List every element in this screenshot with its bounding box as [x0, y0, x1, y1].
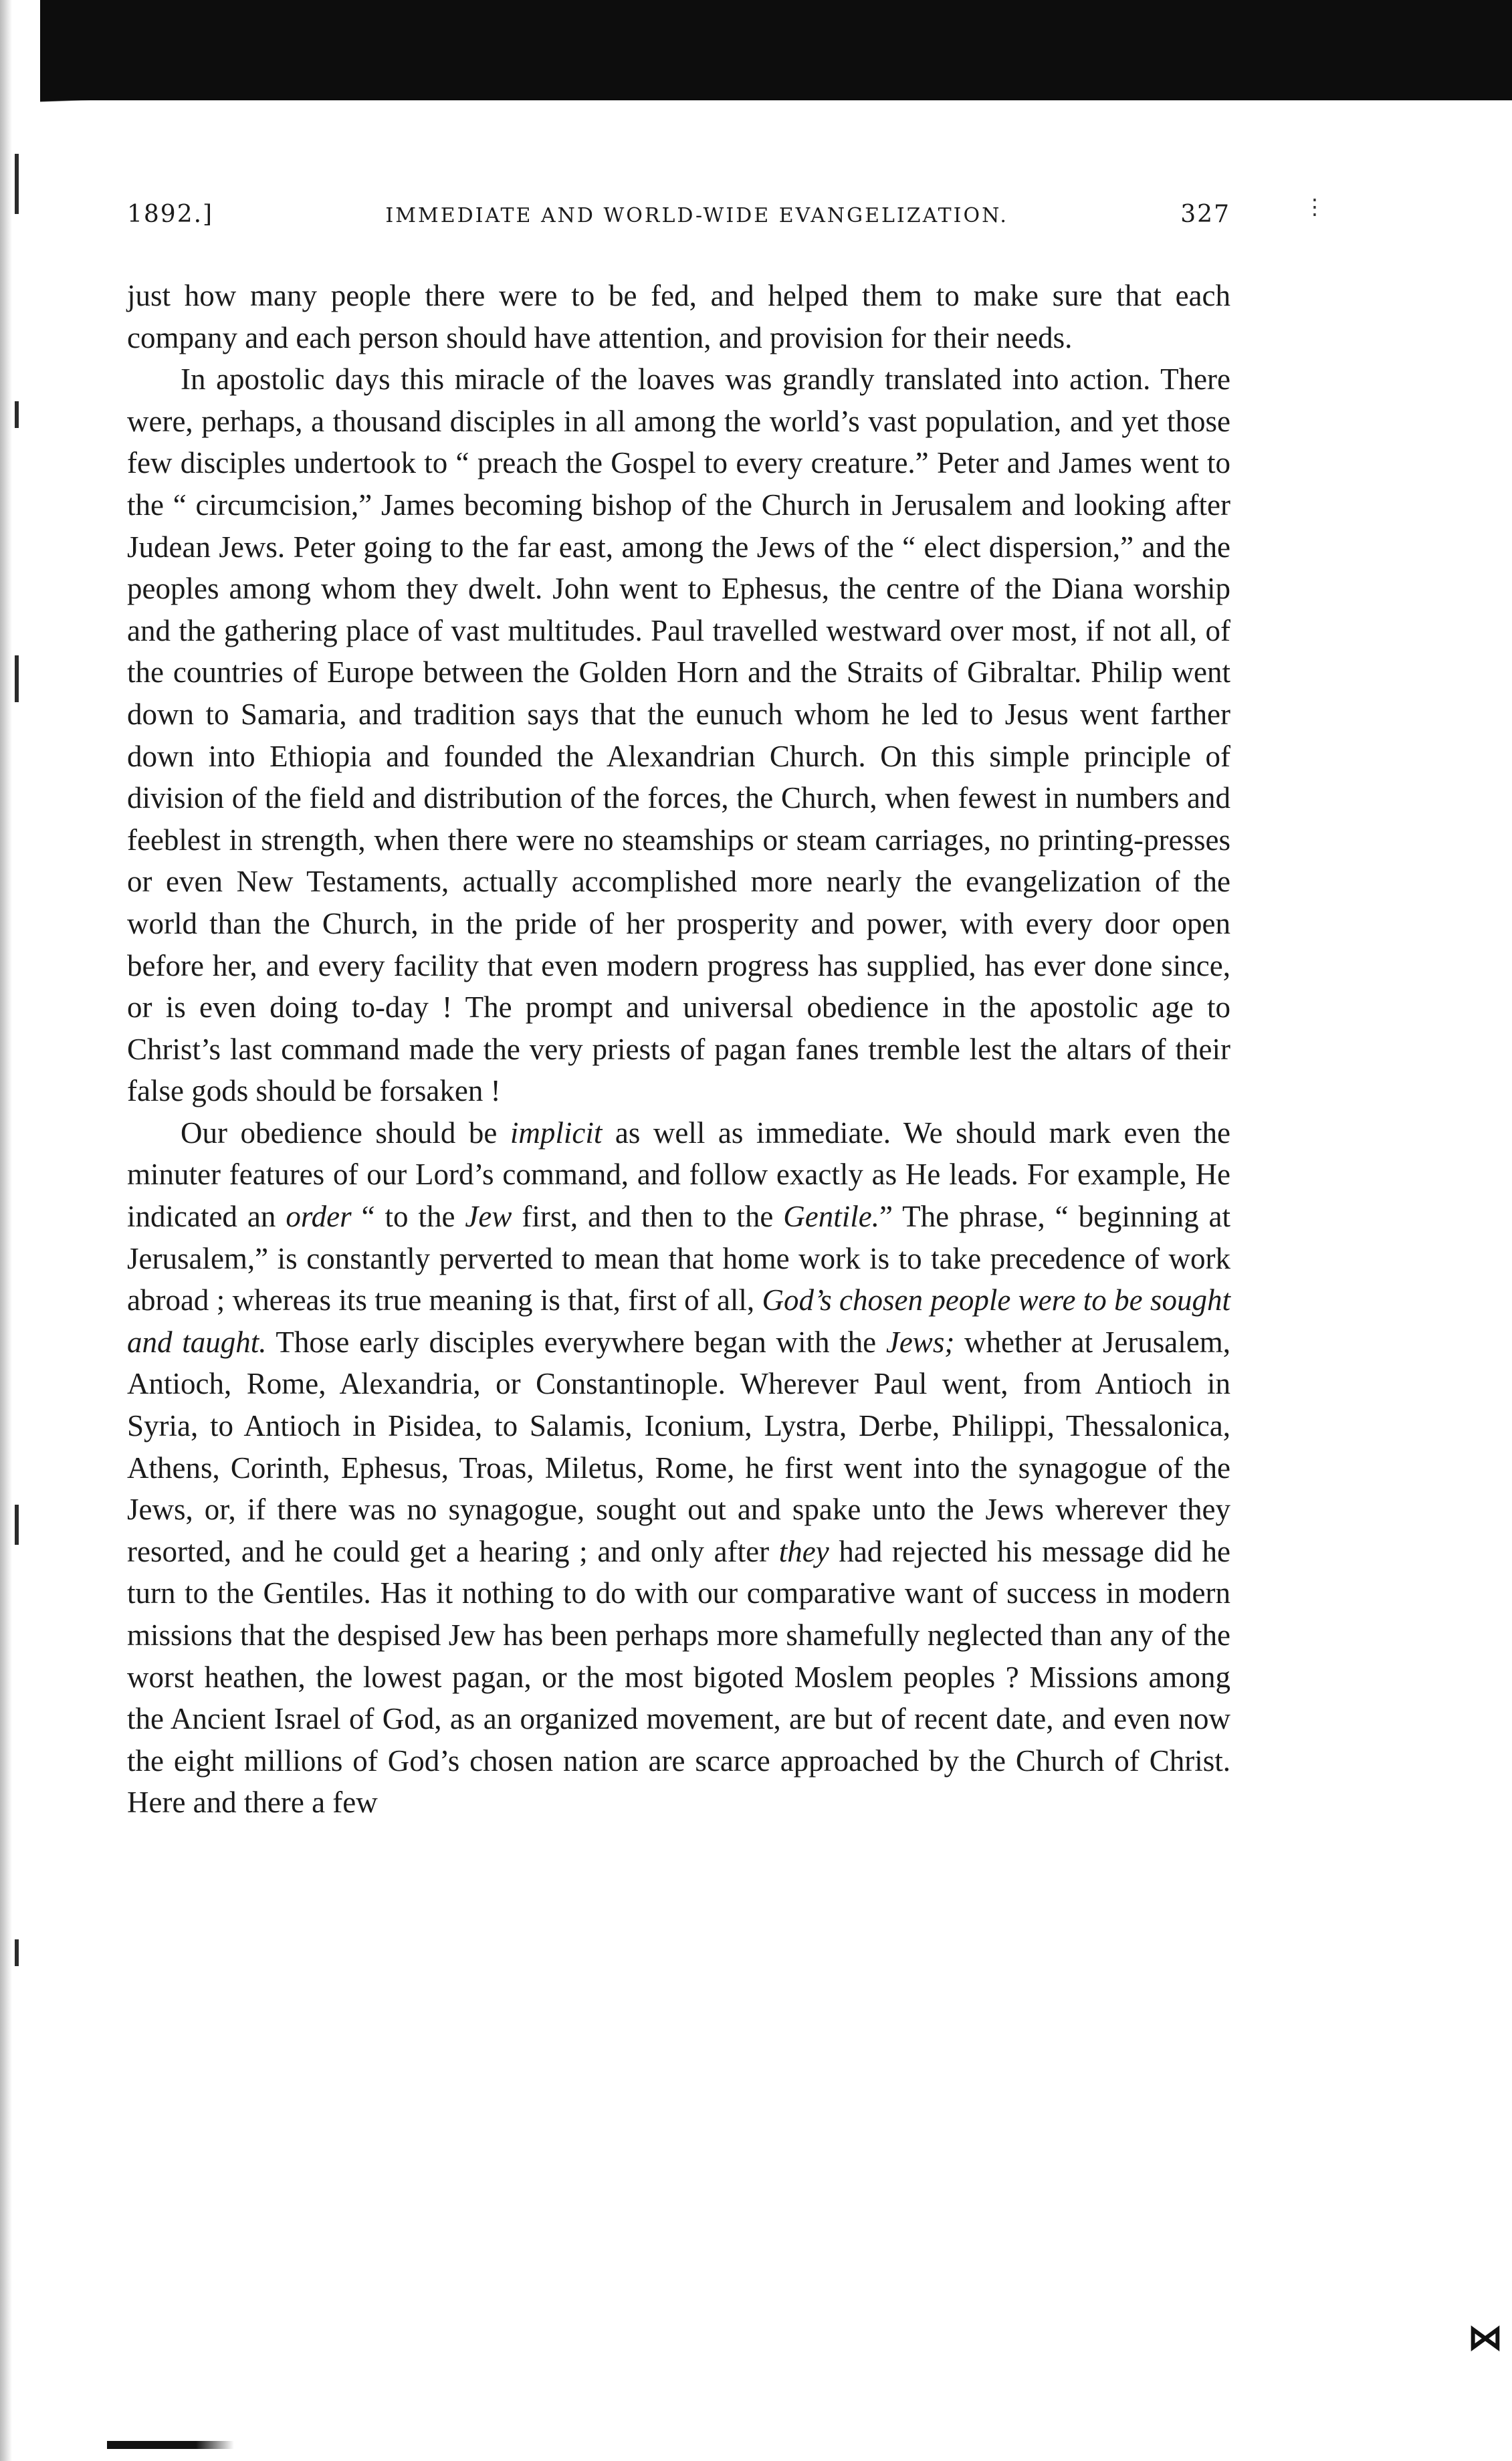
header-page-number: 327 — [1180, 201, 1230, 228]
scan-top-border-edge — [40, 67, 1512, 114]
paragraph — [127, 275, 1230, 358]
gutter-mark — [15, 655, 19, 702]
paragraph — [127, 358, 1230, 1112]
text-run: ” The phrase, “ beginning at Jerusalem,” is constantly perverted to mean that home work is to take precedence of work abroad ; whereas its true meaning is that, first of all, — [127, 1200, 1230, 1317]
gutter-mark — [15, 154, 19, 214]
running-head — [127, 201, 1230, 228]
body-text — [127, 275, 1230, 1824]
text-run: whether at Jerusalem, Antioch, Rome, Alexandria, or Constantinople. Wherever Paul went, from Antioch in Syria, to Antioch in Pisidea, to Salamis, Iconium, Lystra, Derbe, Philippi, Thessalonica, Athens, Corinth, Ephesus, Troas, Miletus, Rome, he first went into the synagogue of the Jews, or, if there was no synagogue, sought out and spake unto the Jews wherever they resorted, and he could get a hearing ; and only after — [127, 1325, 1230, 1568]
gutter-mark — [15, 1939, 19, 1966]
header-title: IMMEDIATE AND WORLD-WIDE EVANGELIZATION. — [385, 204, 1008, 227]
italic-run: God’s chosen people were to be sought and taught. — [127, 1283, 1230, 1359]
text-run: “ to the — [351, 1200, 465, 1234]
italic-run: implicit — [510, 1115, 603, 1150]
gutter-mark — [15, 401, 19, 428]
text-run: Those early disciples everywhere began with the — [266, 1325, 886, 1359]
text-run: In apostolic days this miracle of the loaves was grandly translated into action. There were, perhaps, a thousand disciples in all among the world’s vast population, and yet those few disciples undertook to “ preach the Gospel to every creature.” Peter and James went to the “ circumcision,” James becoming bishop of the Church in Jerusalem and looking after Judean Jews. Peter going to the far east, among the Jews of the “ elect dispersion,” and the peoples among whom they dwelt. John went to Ephesus, the centre of the Diana worship and the gathering place of vast multitudes. Paul travelled westward over most, if not all, of the countries of Europe between the Golden Horn and the Straits of Gibraltar. Philip went down to Samaria, and tradition says that the eunuch whom he led to Jesus went farther down into Ethiopia and founded the Alexandrian Church. On this simple principle of division of the field and distribution of the forces, the Church, when fewest in numbers and feeblest in strength, when there were no steamships or steam carriages, no printing-presses or even New Testaments, actually accomplished more nearly the evangelization of the world than the Church, in the pride of her prosperity and power, with every door open before her, and every facility that even modern progress has supplied, has ever done since, or is even doing to-day ! The prompt and universal obedience in the apostolic age to Christ’s last command made the very priests of pagan fanes tremble lest the altars of their false gods should be forsaken ! — [127, 362, 1230, 1108]
text-run: Our obedience should be — [181, 1115, 510, 1150]
corner-mark: ⋈ — [1468, 2317, 1503, 2358]
italic-run: they — [778, 1534, 829, 1568]
italic-run: Jew — [465, 1200, 512, 1234]
book-page — [127, 201, 1230, 1824]
text-run: just how many people there were to be fed, and helped them to make sure that each company and each person should have attention, and provision for their needs. — [127, 279, 1230, 354]
italic-run: Gentile. — [783, 1200, 879, 1234]
text-run: first, and then to the — [512, 1200, 784, 1234]
text-run: as well as immediate. We should mark even the minuter features of our Lord’s command, and follow exactly as He leads. For example, He indicated an — [127, 1115, 1230, 1234]
text-run: had rejected his message did he turn to the Gentiles. Has it nothing to do with our comparative want of success in modern missions that the despised Jew has been perhaps more shamefully neglected than any of the worst heathen, the lowest pagan, or the most bigoted Moslem peoples ? Missions among the Ancient Israel of God, as an organized movement, are but of recent date, and even now the eight millions of God’s chosen nation are scarce approached by the Church of Christ. Here and there a few — [127, 1534, 1230, 1820]
gutter-mark — [15, 1505, 19, 1545]
scan-edge-shadow — [0, 0, 12, 2461]
header-year: 1892.] — [127, 201, 214, 228]
paragraph — [127, 1112, 1230, 1824]
italic-run: order — [286, 1200, 352, 1234]
bottom-rule — [107, 2441, 234, 2449]
margin-specks: ⋮ — [1304, 194, 1325, 219]
italic-run: Jews; — [885, 1325, 955, 1359]
